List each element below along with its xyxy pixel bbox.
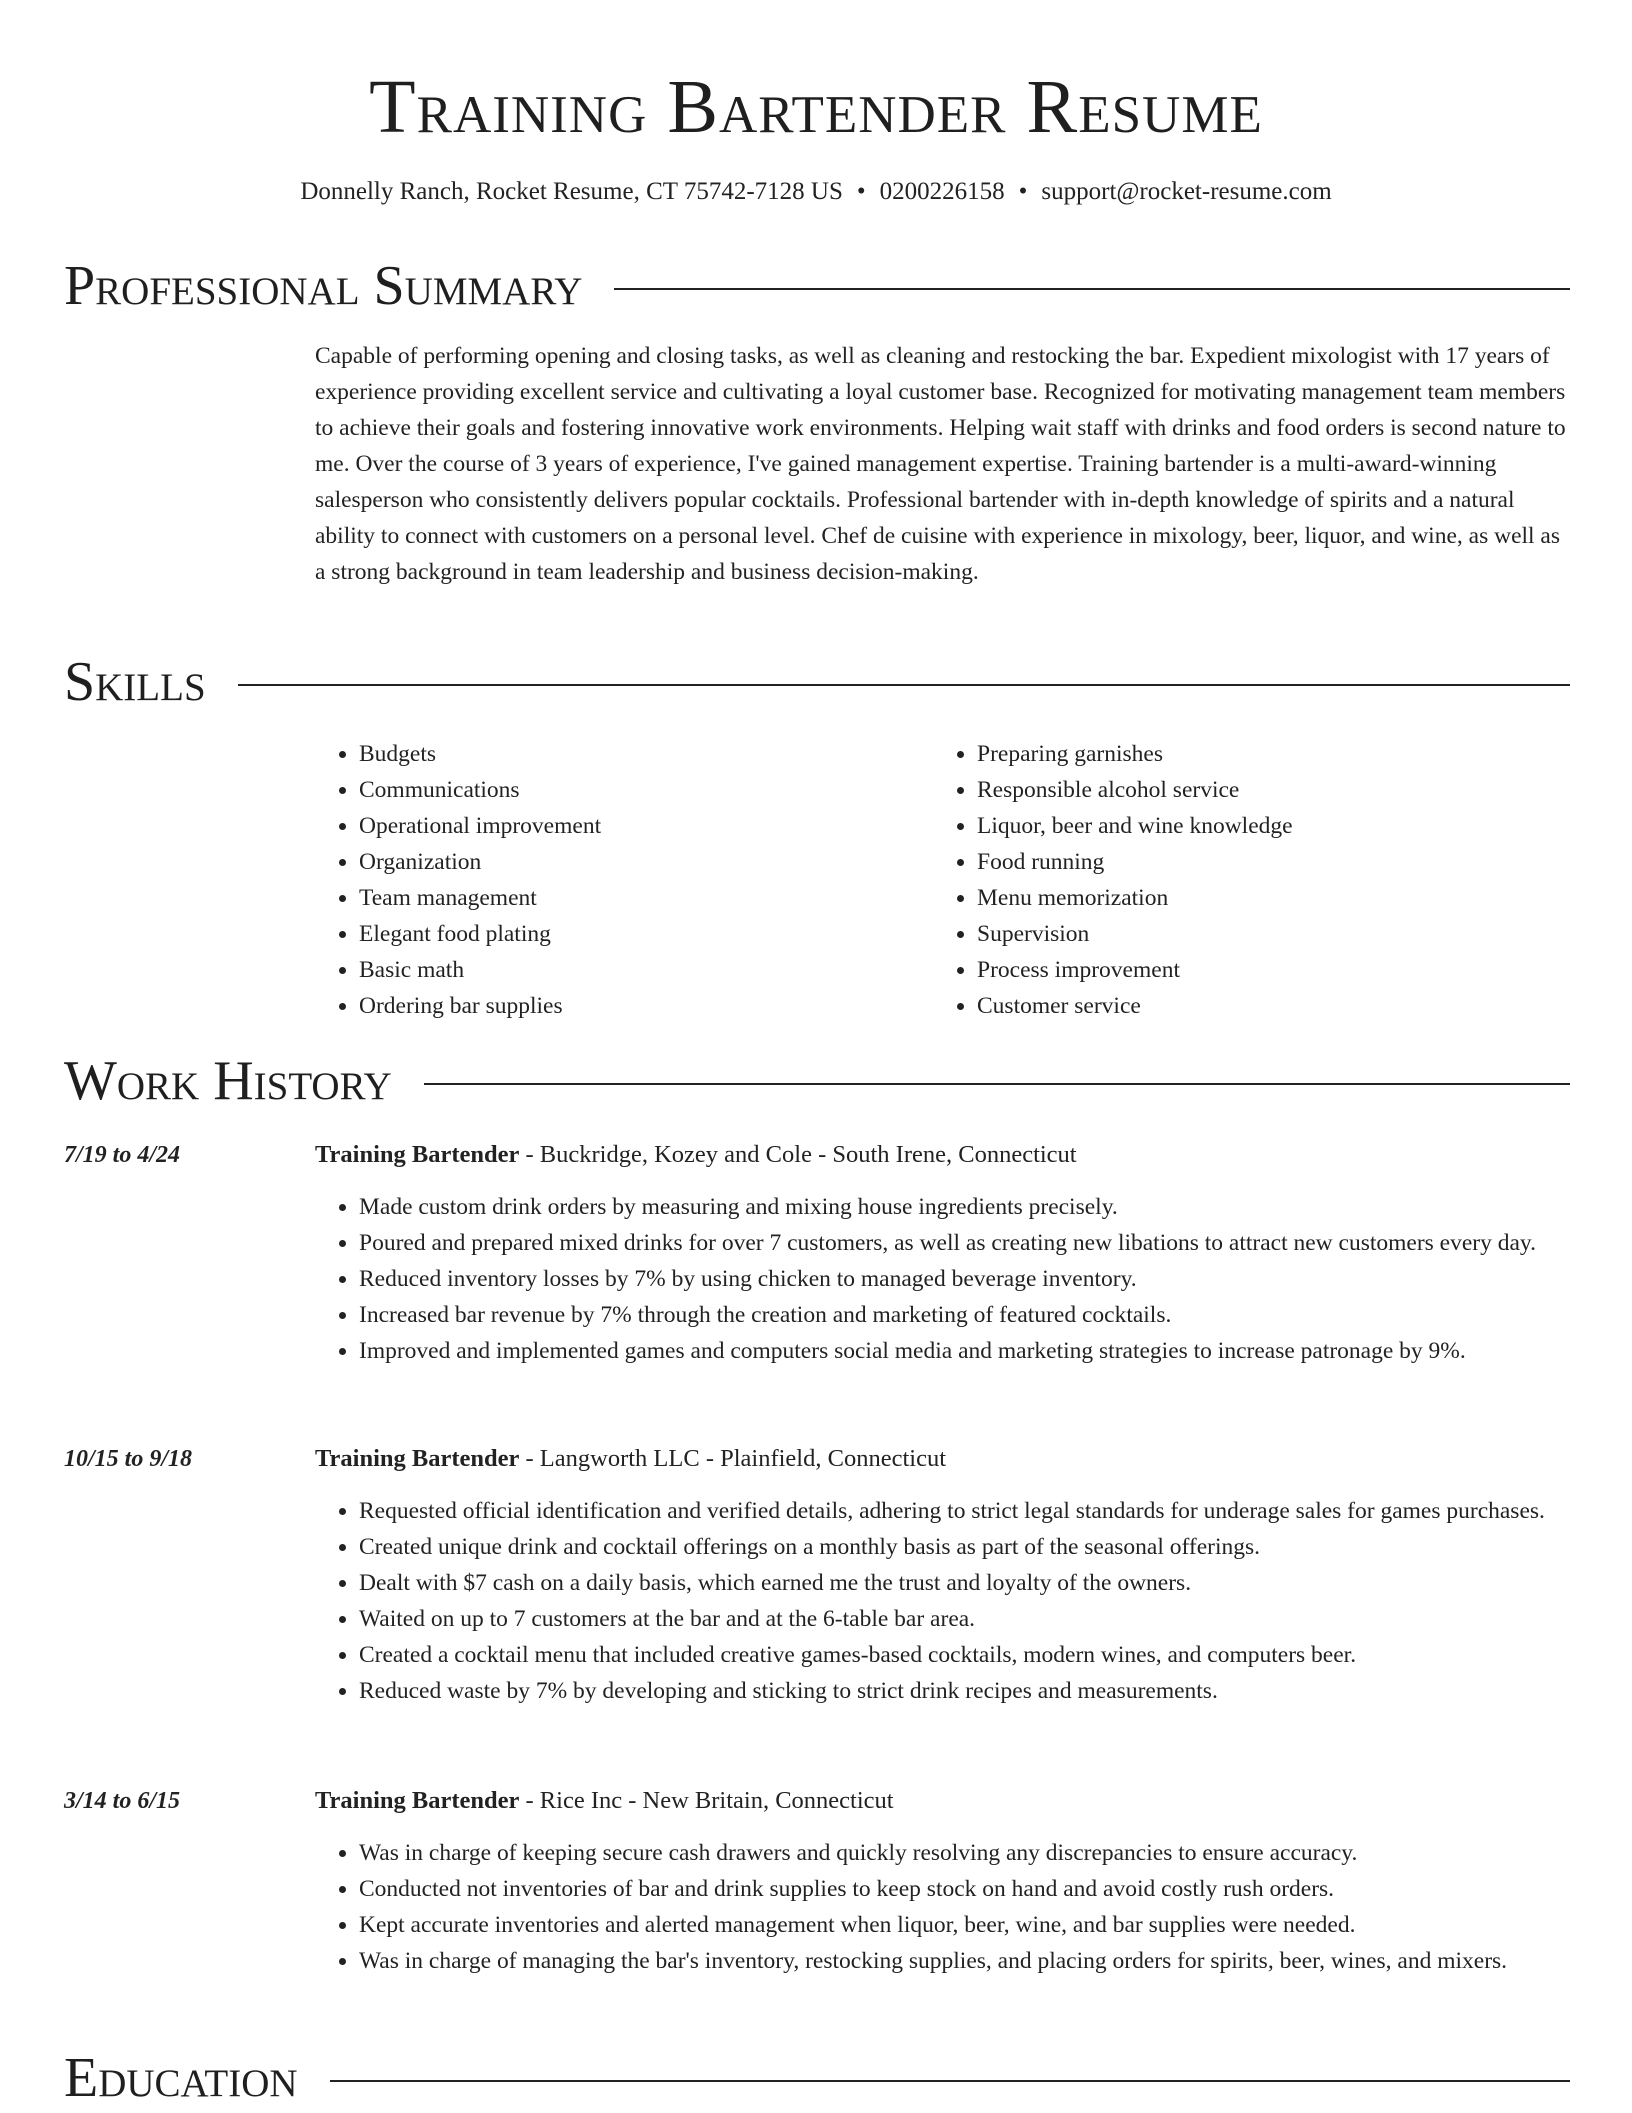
skill-item: • Responsible alcohol service <box>977 772 1551 808</box>
skills-column-left <box>315 736 933 1024</box>
job-employer: - Langworth LLC - Plainfield, Connecticut <box>519 1445 946 1472</box>
job-bullet: • Created unique drink and cocktail offerings on a monthly basis as part of the seasonal offerings. <box>359 1529 1571 1565</box>
job-bullets <box>315 1493 1571 1709</box>
job-heading <box>315 1137 1077 1173</box>
skill-item: • Customer service <box>977 988 1551 1024</box>
skill-item: • Budgets <box>359 736 933 772</box>
contact-email[interactable]: support@rocket-resume.com <box>1041 178 1332 205</box>
education-section-header <box>64 2043 1570 2113</box>
job-bullet: • Was in charge of keeping secure cash drawers and quickly resolving any discrepancies to ensure accuracy. <box>359 1835 1571 1871</box>
skill-item: • Communications <box>359 772 933 808</box>
job-dates: 10/15 to 9/18 <box>64 1446 193 1472</box>
job-role: Training Bartender <box>315 1787 520 1814</box>
job-bullet: • Conducted not inventories of bar and drink supplies to keep stock on hand and avoid costly rush orders. <box>359 1871 1571 1907</box>
job-bullets <box>315 1189 1571 1369</box>
job-heading <box>315 1783 894 1819</box>
job-bullets <box>315 1835 1571 1979</box>
section-divider <box>330 2080 1570 2082</box>
job-dates: 3/14 to 6/15 <box>64 1788 181 1814</box>
skill-item: • Ordering bar supplies <box>359 988 933 1024</box>
section-title-summary: Professional Summary <box>64 255 583 317</box>
skill-item: • Preparing garnishes <box>977 736 1551 772</box>
skill-item: • Basic math <box>359 952 933 988</box>
job-bullet: • Kept accurate inventories and alerted management when liquor, beer, wine, and bar supplies were needed. <box>359 1907 1571 1943</box>
section-title-education: Education <box>64 2047 298 2109</box>
job-bullet: • Reduced waste by 7% by developing and sticking to strict drink recipes and measurements. <box>359 1673 1571 1709</box>
job-bullet: • Poured and prepared mixed drinks for over 7 customers, as well as creating new libations to attract new customers every day. <box>359 1225 1571 1261</box>
job-bullet: • Requested official identification and verified details, adhering to strict legal standards for underage sales for games purchases. <box>359 1493 1571 1529</box>
job-bullet: • Waited on up to 7 customers at the bar and at the 6-table bar area. <box>359 1601 1571 1637</box>
resume-title: Training Bartender Resume <box>369 65 1263 149</box>
skill-item: • Elegant food plating <box>359 916 933 952</box>
skill-item: • Organization <box>359 844 933 880</box>
section-title-work-history: Work History <box>64 1050 392 1112</box>
job-bullet: • Dealt with $7 cash on a daily basis, which earned me the trust and loyalty of the owners. <box>359 1565 1571 1601</box>
skill-item: • Team management <box>359 880 933 916</box>
contact-line <box>0 174 1632 210</box>
contact-address: Donnelly Ranch, Rocket Resume, CT 75742-7128 US <box>300 178 843 205</box>
summary-section-header <box>64 251 1570 321</box>
job-bullet: • Was in charge of managing the bar's inventory, restocking supplies, and placing orders for spirits, beer, wines, and mixers. <box>359 1943 1571 1979</box>
skill-item: • Menu memorization <box>977 880 1551 916</box>
skill-item: • Food running <box>977 844 1551 880</box>
job-bullet: • Created a cocktail menu that included creative games-based cocktails, modern wines, and computers beer. <box>359 1637 1571 1673</box>
skill-item: • Supervision <box>977 916 1551 952</box>
job-bullet: • Improved and implemented games and computers social media and marketing strategies to increase patronage by 9%. <box>359 1333 1571 1369</box>
job-role: Training Bartender <box>315 1141 520 1168</box>
contact-separator: • <box>856 178 866 205</box>
job-employer: - Buckridge, Kozey and Cole - South Irene, Connecticut <box>519 1141 1077 1168</box>
skills-list <box>315 736 1571 1024</box>
job-heading <box>315 1441 946 1477</box>
section-divider <box>614 288 1570 290</box>
contact-phone[interactable]: 0200226158 <box>879 178 1005 205</box>
job-bullet: • Increased bar revenue by 7% through the creation and marketing of featured cocktails. <box>359 1297 1571 1333</box>
job-employer: - Rice Inc - New Britain, Connecticut <box>519 1787 894 1814</box>
skills-column-right <box>933 736 1551 1024</box>
professional-summary-text: Capable of performing opening and closing tasks, as well as cleaning and restocking the bar. Expedient mixologist with 17 years of experience providing excellent service and cultivating a loyal customer base. Recognized for motivating management team members to achieve their goals and fostering innovative work environments. Helping wait staff with drinks and food orders is second nature to me. Over the course of 3 years of experience, I've gained management expertise. Training bartender is a multi-award-winning salesperson who consistently delivers popular cocktails. Professional bartender with in-depth knowledge of spirits and a natural ability to connect with customers on a personal level. Chef de cuisine with experience in mixology, beer, liquor, and wine, as well as a strong background in team leadership and business decision-making. <box>315 343 1566 585</box>
skill-item: • Process improvement <box>977 952 1551 988</box>
job-role: Training Bartender <box>315 1445 520 1472</box>
job-bullet: • Reduced inventory losses by 7% by using chicken to managed beverage inventory. <box>359 1261 1571 1297</box>
contact-separator: • <box>1018 178 1028 205</box>
section-title-skills: Skills <box>64 651 206 713</box>
section-divider <box>238 684 1570 686</box>
skills-section-header <box>64 647 1570 717</box>
work-history-section-header <box>64 1046 1570 1116</box>
skill-item: • Operational improvement <box>359 808 933 844</box>
section-divider <box>424 1083 1570 1085</box>
skill-item: • Liquor, beer and wine knowledge <box>977 808 1551 844</box>
job-dates: 7/19 to 4/24 <box>64 1142 181 1168</box>
job-bullet: • Made custom drink orders by measuring and mixing house ingredients precisely. <box>359 1189 1571 1225</box>
